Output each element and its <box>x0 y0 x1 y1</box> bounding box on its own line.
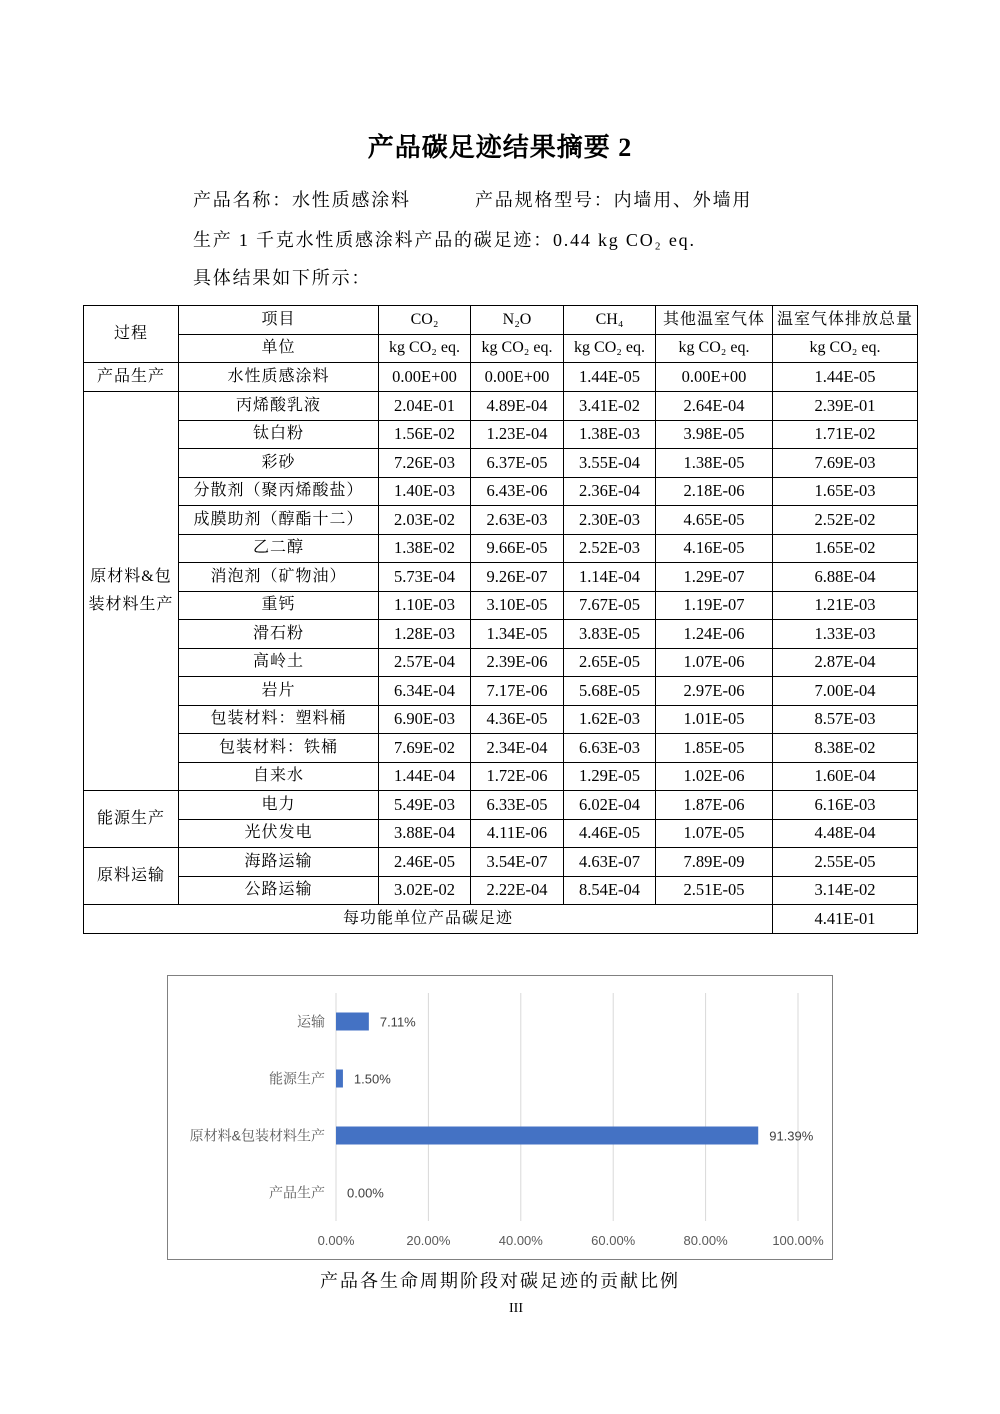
value-cell: 4.16E-05 <box>656 534 773 563</box>
value-cell: 1.85E-05 <box>656 734 773 763</box>
process-cell: 原材料&包装材料生产 <box>84 392 179 791</box>
value-cell: 3.98E-05 <box>656 420 773 449</box>
item-cell: 消泡剂（矿物油） <box>179 563 379 592</box>
item-cell: 乙二醇 <box>179 534 379 563</box>
x-tick-label: 20.00% <box>406 1233 451 1248</box>
value-cell: 4.36E-05 <box>471 705 564 734</box>
header-ch4: CH₄ <box>564 306 656 335</box>
table-row <box>84 620 918 649</box>
value-cell: 6.34E-04 <box>379 677 471 706</box>
item-cell: 滑石粉 <box>179 620 379 649</box>
value-cell: 5.49E-03 <box>379 791 471 820</box>
value-cell: 3.14E-02 <box>773 876 918 905</box>
value-cell: 2.55E-05 <box>773 848 918 877</box>
item-cell: 公路运输 <box>179 876 379 905</box>
value-cell: 4.11E-06 <box>471 819 564 848</box>
data-label: 91.39% <box>769 1128 814 1144</box>
value-cell: 2.65E-05 <box>564 648 656 677</box>
value-cell: 7.67E-05 <box>564 591 656 620</box>
item-cell: 电力 <box>179 791 379 820</box>
unit-total-ghg: kg CO₂ eq. <box>773 334 918 363</box>
table-row <box>84 363 918 392</box>
value-cell: 6.33E-05 <box>471 791 564 820</box>
value-cell: 3.10E-05 <box>471 591 564 620</box>
value-cell: 2.04E-01 <box>379 392 471 421</box>
table-body <box>84 363 918 905</box>
value-cell: 2.34E-04 <box>471 734 564 763</box>
item-cell: 钛白粉 <box>179 420 379 449</box>
value-cell: 1.40E-03 <box>379 477 471 506</box>
table-row <box>84 791 918 820</box>
bar <box>336 1127 758 1145</box>
value-cell: 2.63E-03 <box>471 506 564 535</box>
table-row <box>84 848 918 877</box>
results-intro: 具体结果如下所示： <box>193 268 372 288</box>
value-cell: 2.97E-06 <box>656 677 773 706</box>
value-cell: 1.65E-02 <box>773 534 918 563</box>
value-cell: 1.44E-05 <box>773 363 918 392</box>
chart-caption: 产品各生命周期阶段对碳足迹的贡献比例 <box>320 1271 680 1291</box>
table-row <box>84 506 918 535</box>
header-item: 项目 <box>179 306 379 335</box>
value-cell: 1.23E-04 <box>471 420 564 449</box>
value-cell: 7.17E-06 <box>471 677 564 706</box>
category-label: 原材料&包装材料生产 <box>189 1127 325 1144</box>
value-cell: 7.26E-03 <box>379 449 471 478</box>
value-cell: 8.54E-04 <box>564 876 656 905</box>
value-cell: 2.87E-04 <box>773 648 918 677</box>
total-value: 4.41E-01 <box>773 905 918 934</box>
table-row <box>84 648 918 677</box>
table-row <box>84 534 918 563</box>
item-cell: 岩片 <box>179 677 379 706</box>
header-other-ghg: 其他温室气体 <box>656 306 773 335</box>
table-unit-row <box>84 334 918 363</box>
value-cell: 5.68E-05 <box>564 677 656 706</box>
item-cell: 水性质感涂料 <box>179 363 379 392</box>
header-total-ghg: 温室气体排放总量 <box>773 306 918 335</box>
value-cell: 1.14E-04 <box>564 563 656 592</box>
table-row <box>84 563 918 592</box>
table-row <box>84 762 918 791</box>
value-cell: 7.00E-04 <box>773 677 918 706</box>
value-cell: 2.18E-06 <box>656 477 773 506</box>
header-process: 过程 <box>84 306 179 363</box>
value-cell: 1.38E-02 <box>379 534 471 563</box>
value-cell: 6.16E-03 <box>773 791 918 820</box>
unit-co2: kg CO₂ eq. <box>379 334 471 363</box>
value-cell: 1.60E-04 <box>773 762 918 791</box>
value-cell: 1.72E-06 <box>471 762 564 791</box>
process-cell: 原料运输 <box>84 848 179 905</box>
results-table <box>83 305 918 934</box>
table-row <box>84 677 918 706</box>
item-cell: 海路运输 <box>179 848 379 877</box>
value-cell: 2.52E-02 <box>773 506 918 535</box>
table-total-row <box>84 905 918 934</box>
table-row <box>84 420 918 449</box>
value-cell: 6.88E-04 <box>773 563 918 592</box>
value-cell: 1.33E-03 <box>773 620 918 649</box>
chart-box <box>167 975 833 1260</box>
value-cell: 2.64E-04 <box>656 392 773 421</box>
value-cell: 1.10E-03 <box>379 591 471 620</box>
value-cell: 9.66E-05 <box>471 534 564 563</box>
data-label: 0.00% <box>347 1185 384 1201</box>
value-cell: 6.02E-04 <box>564 791 656 820</box>
item-cell: 分散剂（聚丙烯酸盐） <box>179 477 379 506</box>
value-cell: 2.39E-06 <box>471 648 564 677</box>
item-cell: 丙烯酸乳液 <box>179 392 379 421</box>
value-cell: 1.56E-02 <box>379 420 471 449</box>
table-row <box>84 819 918 848</box>
bar <box>336 1070 343 1088</box>
value-cell: 4.48E-04 <box>773 819 918 848</box>
item-cell: 高岭土 <box>179 648 379 677</box>
value-cell: 1.28E-03 <box>379 620 471 649</box>
value-cell: 2.57E-04 <box>379 648 471 677</box>
x-tick-label: 60.00% <box>591 1233 636 1248</box>
item-cell: 彩砂 <box>179 449 379 478</box>
value-cell: 1.01E-05 <box>656 705 773 734</box>
value-cell: 6.43E-06 <box>471 477 564 506</box>
value-cell: 1.34E-05 <box>471 620 564 649</box>
value-cell: 8.38E-02 <box>773 734 918 763</box>
total-label: 每功能单位产品碳足迹 <box>84 905 773 934</box>
value-cell: 0.00E+00 <box>379 363 471 392</box>
value-cell: 1.02E-06 <box>656 762 773 791</box>
page-title: 产品碳足迹结果摘要 2 <box>367 133 633 162</box>
contribution-bar-chart <box>168 976 832 1259</box>
x-tick-label: 80.00% <box>683 1233 728 1248</box>
process-cell: 能源生产 <box>84 791 179 848</box>
header-n2o: N₂O <box>471 306 564 335</box>
x-tick-label: 0.00% <box>317 1233 355 1248</box>
value-cell: 7.69E-02 <box>379 734 471 763</box>
footprint-line: 生产 1 千克水性质感涂料产品的碳足迹：0.44 kg CO₂ eq. <box>193 230 696 250</box>
value-cell: 3.55E-04 <box>564 449 656 478</box>
value-cell: 6.37E-05 <box>471 449 564 478</box>
value-cell: 1.65E-03 <box>773 477 918 506</box>
value-cell: 1.44E-05 <box>564 363 656 392</box>
table-row <box>84 876 918 905</box>
value-cell: 1.24E-06 <box>656 620 773 649</box>
value-cell: 6.63E-03 <box>564 734 656 763</box>
category-label: 能源生产 <box>269 1070 325 1087</box>
value-cell: 1.87E-06 <box>656 791 773 820</box>
table-row <box>84 734 918 763</box>
item-cell: 光伏发电 <box>179 819 379 848</box>
value-cell: 3.83E-05 <box>564 620 656 649</box>
x-tick-label: 40.00% <box>498 1233 543 1248</box>
x-tick-label: 100.00% <box>772 1233 824 1248</box>
value-cell: 4.63E-07 <box>564 848 656 877</box>
value-cell: 3.54E-07 <box>471 848 564 877</box>
data-label: 7.11% <box>379 1014 416 1030</box>
value-cell: 1.62E-03 <box>564 705 656 734</box>
value-cell: 2.03E-02 <box>379 506 471 535</box>
value-cell: 2.39E-01 <box>773 392 918 421</box>
bar <box>336 1013 369 1031</box>
value-cell: 2.36E-04 <box>564 477 656 506</box>
table-header-row <box>84 306 918 335</box>
value-cell: 7.89E-09 <box>656 848 773 877</box>
item-cell: 包装材料：塑料桶 <box>179 705 379 734</box>
value-cell: 4.65E-05 <box>656 506 773 535</box>
value-cell: 2.22E-04 <box>471 876 564 905</box>
table-row <box>84 392 918 421</box>
item-cell: 自来水 <box>179 762 379 791</box>
header-co2: CO₂ <box>379 306 471 335</box>
value-cell: 0.00E+00 <box>471 363 564 392</box>
value-cell: 5.73E-04 <box>379 563 471 592</box>
product-spec-line: 产品规格型号：内墙用、外墙用 <box>475 190 753 210</box>
value-cell: 2.30E-03 <box>564 506 656 535</box>
table-row <box>84 705 918 734</box>
value-cell: 9.26E-07 <box>471 563 564 592</box>
value-cell: 4.46E-05 <box>564 819 656 848</box>
category-label: 运输 <box>297 1013 325 1030</box>
header-unit: 单位 <box>179 334 379 363</box>
table-row <box>84 591 918 620</box>
item-cell: 重钙 <box>179 591 379 620</box>
unit-other-ghg: kg CO₂ eq. <box>656 334 773 363</box>
unit-ch4: kg CO₂ eq. <box>564 334 656 363</box>
page-number: III <box>509 1301 523 1316</box>
value-cell: 1.21E-03 <box>773 591 918 620</box>
value-cell: 1.44E-04 <box>379 762 471 791</box>
value-cell: 1.38E-05 <box>656 449 773 478</box>
value-cell: 7.69E-03 <box>773 449 918 478</box>
value-cell: 1.19E-07 <box>656 591 773 620</box>
value-cell: 1.29E-05 <box>564 762 656 791</box>
category-label: 产品生产 <box>269 1184 325 1201</box>
item-cell: 包装材料：铁桶 <box>179 734 379 763</box>
value-cell: 3.02E-02 <box>379 876 471 905</box>
value-cell: 3.88E-04 <box>379 819 471 848</box>
process-cell: 产品生产 <box>84 363 179 392</box>
value-cell: 4.89E-04 <box>471 392 564 421</box>
value-cell: 2.46E-05 <box>379 848 471 877</box>
value-cell: 6.90E-03 <box>379 705 471 734</box>
value-cell: 1.29E-07 <box>656 563 773 592</box>
value-cell: 1.07E-05 <box>656 819 773 848</box>
table-row <box>84 477 918 506</box>
value-cell: 3.41E-02 <box>564 392 656 421</box>
unit-n2o: kg CO₂ eq. <box>471 334 564 363</box>
item-cell: 成膜助剂（醇酯十二） <box>179 506 379 535</box>
product-name-line: 产品名称：水性质感涂料 <box>193 190 411 210</box>
value-cell: 2.52E-03 <box>564 534 656 563</box>
value-cell: 0.00E+00 <box>656 363 773 392</box>
value-cell: 8.57E-03 <box>773 705 918 734</box>
value-cell: 1.38E-03 <box>564 420 656 449</box>
value-cell: 1.07E-06 <box>656 648 773 677</box>
value-cell: 1.71E-02 <box>773 420 918 449</box>
value-cell: 2.51E-05 <box>656 876 773 905</box>
table-row <box>84 449 918 478</box>
data-label: 1.50% <box>353 1071 391 1087</box>
